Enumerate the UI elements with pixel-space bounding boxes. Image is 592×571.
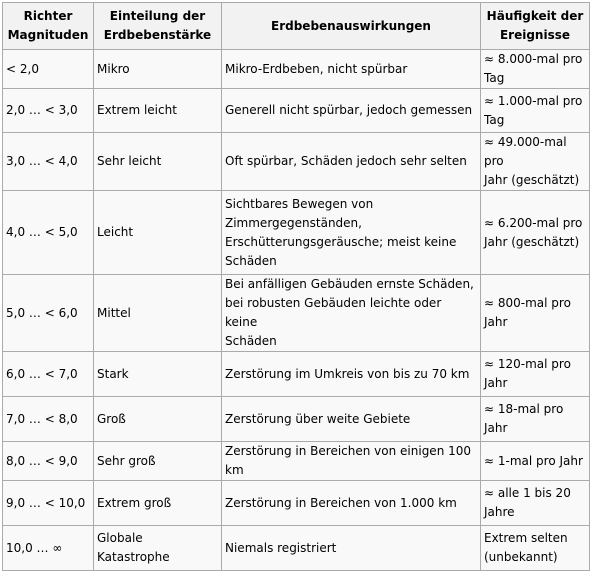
frequency-line: ≈ 120-mal pro [484, 357, 571, 371]
effects-cell [222, 442, 481, 481]
frequency-cell [481, 352, 590, 397]
frequency-line: ≈ alle 1 bis 20 [484, 486, 571, 500]
effects-line: Bei anfälligen Gebäuden ernste Schäden, [225, 277, 474, 291]
effects-line: bei robusten Gebäuden leichte oder keine [225, 296, 442, 329]
frequency-cell [481, 50, 590, 89]
frequency-line: Tag [484, 71, 505, 85]
classification-cell: Stark [94, 352, 222, 397]
frequency-line: ≈ 49.000-mal pro [484, 135, 567, 168]
effects-cell [222, 133, 481, 191]
effects-line: Erschütterungsgeräusche; meist keine [225, 234, 457, 249]
header-magnitude-line-1: Richter [23, 9, 73, 23]
classification-cell: Groß [94, 397, 222, 442]
header-classification [94, 3, 222, 50]
effects-cell [222, 352, 481, 397]
frequency-line: Jahr [484, 376, 508, 390]
magnitude-cell: 6,0 … < 7,0 [3, 352, 94, 397]
frequency-line: ≈ 8.000-mal pro [484, 52, 583, 66]
frequency-line: ≈ 18-mal pro [484, 402, 564, 416]
classification-cell: Sehr leicht [94, 133, 222, 191]
header-row [3, 3, 590, 50]
effects-cell [222, 50, 481, 89]
effects-line: Oft spürbar, Schäden jedoch sehr selten [225, 154, 467, 168]
table-container [2, 2, 589, 571]
frequency-line: ≈ 6.200-mal pro [484, 215, 583, 230]
header-frequency [481, 3, 590, 50]
header-effects-line-1: Erdbebenauswirkungen [271, 18, 431, 33]
effects-cell [222, 397, 481, 442]
frequency-line: Jahr (geschätzt) [484, 173, 580, 187]
effects-line: Zimmergegenständen, [225, 215, 362, 230]
header-effects [222, 3, 481, 50]
table-row [3, 481, 590, 526]
frequency-cell [481, 442, 590, 481]
effects-line: Niemals registriert [225, 540, 337, 555]
effects-line: Schäden [225, 334, 277, 348]
classification-cell: Globale Katastrophe [94, 526, 222, 571]
frequency-line: ≈ 1.000-mal pro [484, 93, 583, 108]
header-frequency-line-2: Ereignisse [499, 28, 571, 42]
frequency-cell [481, 275, 590, 352]
effects-cell [222, 526, 481, 571]
frequency-line: (unbekannt) [484, 550, 558, 564]
frequency-line: Jahr (geschätzt) [484, 234, 580, 249]
magnitude-cell: 4,0 … < 5,0 [3, 191, 94, 275]
frequency-line: Jahre [484, 505, 515, 519]
classification-cell: Mittel [94, 275, 222, 352]
table-row [3, 442, 590, 481]
classification-cell: Extrem groß [94, 481, 222, 526]
frequency-line: Jahr [484, 315, 508, 329]
magnitude-cell: 10,0 … ∞ [3, 526, 94, 571]
table-body [3, 50, 590, 571]
header-classification-line-1: Einteilung der [109, 9, 206, 23]
table-row [3, 352, 590, 397]
table-row [3, 191, 590, 275]
magnitude-cell: 5,0 … < 6,0 [3, 275, 94, 352]
table-row [3, 133, 590, 191]
header-frequency-line-1: Häufigkeit der [486, 9, 584, 23]
frequency-line: Tag [484, 112, 505, 127]
magnitude-cell: 7,0 … < 8,0 [3, 397, 94, 442]
magnitude-cell: < 2,0 [3, 50, 94, 89]
frequency-cell [481, 191, 590, 275]
table-row [3, 275, 590, 352]
magnitude-cell: 2,0 … < 3,0 [3, 89, 94, 133]
effects-line: Zerstörung in Bereichen von einigen 100 km [225, 444, 472, 477]
frequency-line: Extrem selten [484, 531, 568, 545]
classification-cell: Sehr groß [94, 442, 222, 481]
frequency-cell [481, 133, 590, 191]
frequency-cell [481, 89, 590, 133]
classification-cell: Mikro [94, 50, 222, 89]
effects-cell [222, 275, 481, 352]
frequency-cell [481, 481, 590, 526]
classification-cell: Extrem leicht [94, 89, 222, 133]
effects-line: Generell nicht spürbar, jedoch gemessen [225, 103, 473, 117]
effects-line: Zerstörung über weite Gebiete [225, 411, 411, 426]
header-classification-line-2: Erdbebenstärke [103, 28, 212, 42]
frequency-cell [481, 397, 590, 442]
magnitude-cell: 9,0 … < 10,0 [3, 481, 94, 526]
frequency-line: ≈ 800-mal pro [484, 296, 571, 310]
effects-line: Zerstörung im Umkreis von bis zu 70 km [225, 366, 470, 381]
magnitude-cell: 3,0 … < 4,0 [3, 133, 94, 191]
frequency-cell [481, 526, 590, 571]
frequency-line: ≈ 1-mal pro Jahr [484, 453, 583, 468]
magnitude-cell: 8,0 … < 9,0 [3, 442, 94, 481]
effects-cell [222, 481, 481, 526]
header-magnitude-line-2: Magnituden [7, 28, 89, 42]
effects-line: Sichtbares Bewegen von [225, 196, 374, 211]
table-row [3, 50, 590, 89]
frequency-line: Jahr [484, 421, 508, 435]
effects-line: Schäden [225, 253, 277, 268]
classification-cell: Leicht [94, 191, 222, 275]
table-row [3, 526, 590, 571]
effects-line: Mikro-Erdbeben, nicht spürbar [225, 61, 408, 76]
header-magnitude [3, 3, 94, 50]
effects-line: Zerstörung in Bereichen von 1.000 km [225, 495, 457, 510]
effects-cell [222, 89, 481, 133]
effects-cell [222, 191, 481, 275]
table-row [3, 397, 590, 442]
richter-scale-table [2, 2, 590, 571]
table-row [3, 89, 590, 133]
